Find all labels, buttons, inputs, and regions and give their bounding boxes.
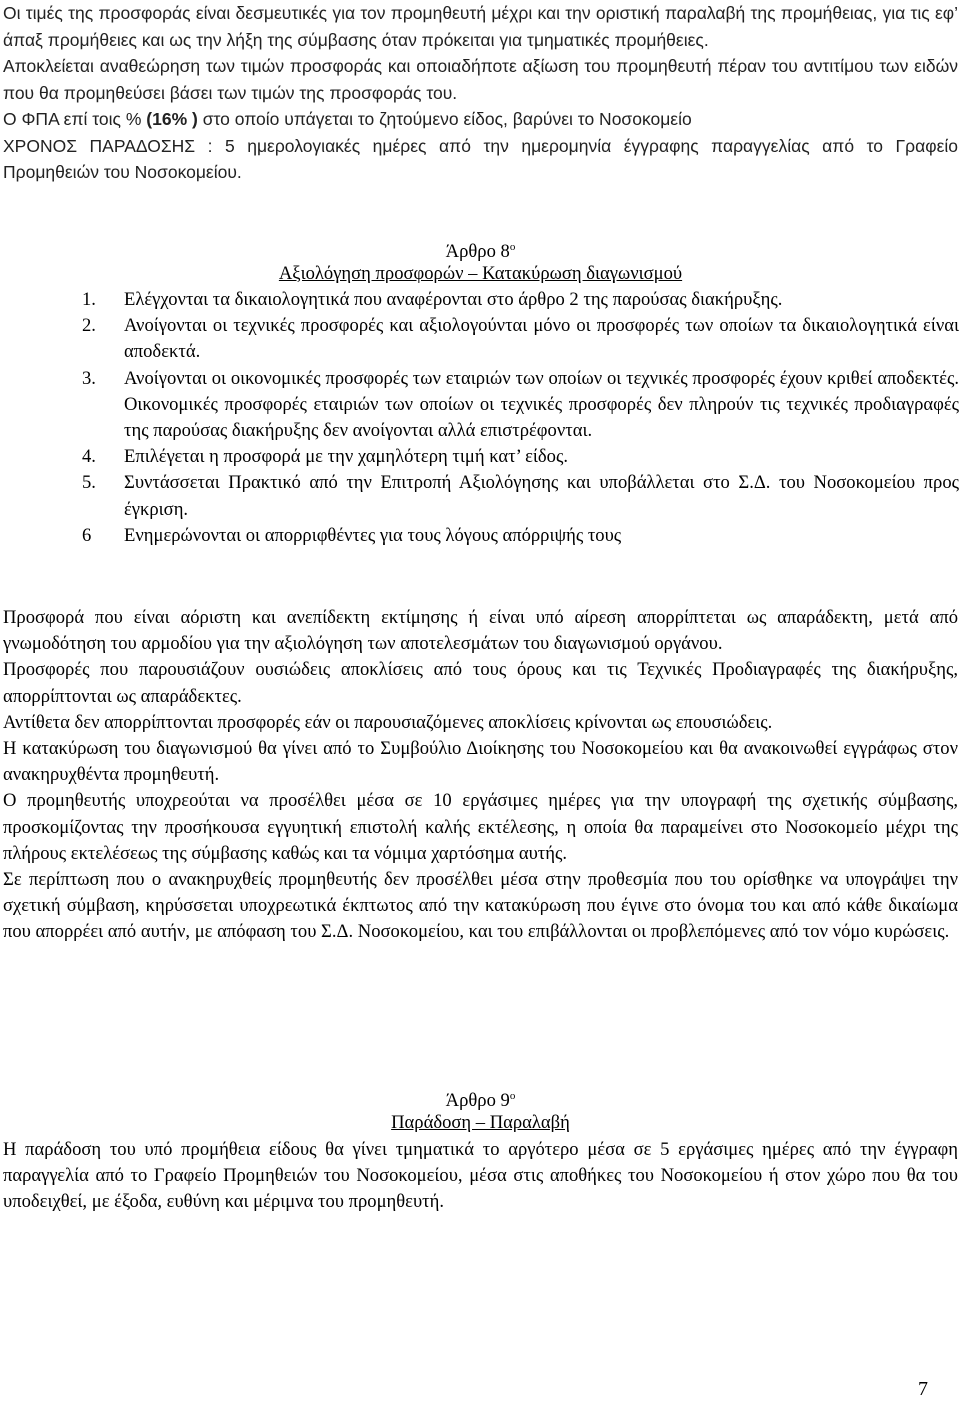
- vat-text-start: Ο ΦΠΑ επί τοις %: [3, 109, 147, 129]
- article-9-ordinal: ο: [509, 1090, 516, 1102]
- article-9-subtitle: Παράδοση – Παραλαβή: [391, 1112, 570, 1133]
- intro-paragraph-no-revision: Αποκλείεται αναθεώρηση των τιμών προσφοράς και οποιαδήποτε αξίωση του προμηθευτή πέραν του αντιτίμου των ειδών που θα προμηθεύσει βάσει των τιμών της προσφοράς του.: [3, 56, 958, 103]
- article-8-list: [82, 287, 959, 549]
- list-item-text: Ανοίγονται οι οικονομικές προσφορές των εταιριών των οποίων οι τεχνικές προσφορές έχουν κριθεί αποδεκτές. Οικονομικές προσφορές εταιριών των οποίων οι τεχνικές προσφορές δεν πληρούν τις τεχνικές προδιαγραφές της παρούσας διακήρυξης δεν ανοίγονται αλλά επιστρέφονται.: [124, 367, 959, 442]
- list-item-number: 4.: [82, 446, 96, 468]
- paragraph-forfeiture: Σε περίπτωση που ο ανακηρυχθείς προμηθευτής δεν προσέλθει μέσα στην προθεσμία που του ορίσθηκε να υπογράψει την σχετική σύμβαση, κηρύσσεται υποχρεωτικά έκπτωτος από την κατακύρωση που έγινε στο όνομα του και από κάθε δικαίωμα που απορρέει από αυτήν, με απόφαση του Σ.Δ. Νοσοκομείου, και του επιβάλλονται οι προβλεπόμενες από τον νόμο κυρώσεις.: [3, 869, 958, 943]
- list-item-text: Ανοίγονται οι τεχνικές προσφορές και αξιολογούνται μόνο οι προσφορές των οποίων τα δικαιολογητικά είναι αποδεκτά.: [124, 315, 959, 363]
- list-item: [82, 366, 959, 445]
- article-8-subtitle-row: [3, 261, 958, 287]
- list-item: [82, 523, 959, 549]
- list-item-number: 5.: [82, 472, 96, 494]
- page-number: 7: [918, 1378, 928, 1400]
- list-item: [82, 470, 959, 522]
- list-item: [82, 287, 959, 313]
- list-item-number: 2.: [82, 315, 96, 337]
- article-9-title: Άρθρο 9: [445, 1090, 510, 1112]
- paragraph-contract-signing: Ο προμηθευτής υποχρεούται να προσέλθει μέσα σε 10 εργάσιμες ημέρες για την υπογραφή της σχετικής σύμβασης, προσκομίζοντας την προσήκουσα εγγυητική επιστολή καλής εκτέλεσης, η οποία θα παραμείνει στο Νοσοκομείο μέχρι της πλήρους εκτελέσεως της σύμβασης καθώς και τα νόμιμα χαρτόσημα αυτής.: [3, 790, 958, 864]
- article-9-body: [3, 1137, 958, 1216]
- list-item-text: Ελέγχονται τα δικαιολογητικά που αναφέρονται στο άρθρο 2 της παρούσας διακήρυξης.: [124, 289, 783, 310]
- paragraph-indefinite-offer: Προσφορά που είναι αόριστη και ανεπίδεκτη εκτίμησης ή είναι υπό αίρεση απορρίπτεται ως απαράδεκτη, μετά από γνωμοδότηση του αρμοδίου για την αξιολόγηση των αποτελεσμάτων του διαγωνισμού οργάνου.: [3, 607, 958, 655]
- list-item-number: 6: [82, 524, 92, 546]
- article-8-subtitle: Αξιολόγηση προσφορών – Κατακύρωση διαγωνισμού: [278, 263, 683, 284]
- list-item-number: 1.: [82, 289, 96, 310]
- paragraph-minor-deviations: Αντίθετα δεν απορρίπτονται προσφορές εάν οι παρουσιαζόμενες αποκλίσεις κρίνονται ως επουσιώδεις.: [3, 711, 773, 733]
- vat-text-end: στο οποίο υπάγεται το ζητούμενο είδος, βαρύνει το Νοσοκομείο: [197, 109, 692, 129]
- list-item: [82, 313, 959, 365]
- intro-paragraph-prices-binding: Οι τιμές της προσφοράς είναι δεσμευτικές για τον προμηθευτή μέχρι και την οριστική παραλαβή της προμήθειας, για τις εφ’ άπαξ προμήθειες και ως την λήξη της σύμβασης όταν πρόκειται για τμηματικές προμήθειες.: [3, 3, 958, 50]
- paragraph-delivery: Η παράδοση του υπό προμήθεια είδους θα γίνει τμηματικά το αργότερο μέσα σε 5 εργάσιμες ημέρες από την έγγραφη παραγγελία από το Γραφείο Προμηθειών του Νοσοκομείου, μέσα στις αποθήκες του Νοσοκομείου ή στον χώρο που θα του υποδειχθεί, με έξοδα, ευθύνη και μέριμνα του προμηθευτή.: [3, 1139, 958, 1213]
- paragraph-award-decision: Η κατακύρωση του διαγωνισμού θα γίνει από το Συμβούλιο Διοίκησης του Νοσοκομείου και θα ανακοινωθεί εγγράφως στον ανακηρυχθέντα προμηθευτή.: [3, 738, 958, 786]
- list-item: [82, 444, 959, 470]
- list-item-number: 3.: [82, 367, 96, 389]
- intro-paragraph-delivery-time: ΧΡΟΝΟΣ ΠΑΡΑΔΟΣΗΣ : 5 ημερολογιακές ημέρες από την ημερομηνία έγγραφης παραγγελίας από το Γραφείο Προμηθειών του Νοσοκομείου.: [3, 135, 958, 182]
- list-item-text: Επιλέγεται η προσφορά με την χαμηλότερη τιμή κατ’ είδος.: [124, 446, 568, 468]
- article-8-ordinal: ο: [509, 241, 516, 253]
- intro-paragraph-vat: [3, 106, 958, 133]
- article-8-title: Άρθρο 8: [445, 241, 510, 263]
- list-item-text: Ενημερώνονται οι απορριφθέντες για τους λόγους απόρριψής τους: [124, 524, 622, 546]
- article-9-subtitle-row: [3, 1110, 958, 1136]
- intro-section: [3, 0, 958, 186]
- vat-rate: (16% ): [146, 109, 198, 129]
- list-item-text: Συντάσσεται Πρακτικό από την Επιτροπή Αξιολόγησης και υποβάλλεται στο Σ.Δ. του Νοσοκομείου προς έγκριση.: [124, 472, 959, 520]
- article-8-paragraphs: [3, 605, 958, 946]
- paragraph-substantial-deviations: Προσφορές που παρουσιάζουν ουσιώδεις αποκλίσεις από τους όρους και τις Τεχνικές Προδιαγραφές της διακήρυξης, απορρίπτονται ως απαράδεκτες.: [3, 659, 958, 707]
